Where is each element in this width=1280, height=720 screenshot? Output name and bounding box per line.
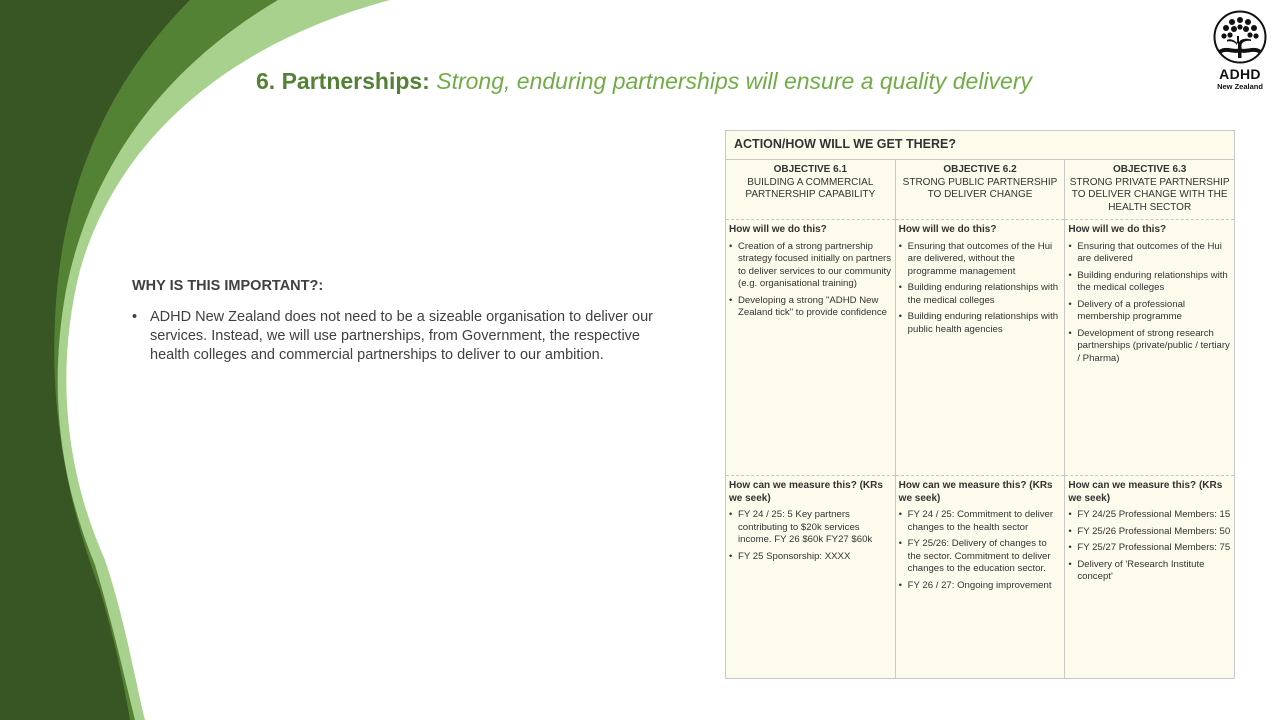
- adhd-nz-logo: [1208, 10, 1272, 96]
- measure-item: • FY 24 / 25: Commitment to deliver changes to the health sector: [899, 509, 1062, 534]
- why-heading: WHY IS THIS IMPORTANT?:: [132, 278, 324, 294]
- measure-list: [1068, 509, 1231, 584]
- measure-heading: How can we measure this? (KRs we seek): [729, 480, 883, 504]
- how-item: • Development of strong research partnerships (private/public / tertiary / Pharma): [1068, 328, 1231, 366]
- objective-description: STRONG PRIVATE PARTNERSHIP TO DELIVER CHANGE WITH THE HEALTH SECTOR: [1069, 176, 1230, 213]
- measure-item: • FY 26 / 27: Ongoing improvement: [899, 580, 1062, 593]
- how-item: • Ensuring that outcomes of the Hui are delivered: [1068, 241, 1231, 266]
- how-list: [729, 241, 892, 320]
- measure-heading: How can we measure this? (KRs we seek): [1068, 480, 1223, 504]
- measure-cell: [1065, 475, 1234, 588]
- how-item: • Developing a strong "ADHD New Zealand tick" to provide confidence: [729, 295, 892, 320]
- logo-text-adhd: ADHD: [1219, 66, 1261, 82]
- how-list: [1068, 241, 1231, 366]
- how-cell: [1065, 220, 1234, 475]
- measure-item: • FY 25/26: Delivery of changes to the sector. Commitment to deliver changes to the education sector.: [899, 538, 1062, 576]
- measure-item: • FY 25/26 Professional Members: 50: [1068, 526, 1231, 539]
- objective-cell: [1065, 160, 1234, 220]
- action-table-header: ACTION/HOW WILL WE GET THERE?: [726, 131, 1234, 160]
- objective-title: OBJECTIVE 6.1: [773, 164, 848, 175]
- how-item: • Building enduring relationships with the medical colleges: [1068, 270, 1231, 295]
- how-item: • Ensuring that outcomes of the Hui are delivered, without the programme management: [899, 241, 1062, 279]
- measure-item: • FY 25/27 Professional Members: 75: [1068, 542, 1231, 555]
- why-bullet: • ADHD New Zealand does not need to be a sizeable organisation to deliver our services. Instead, we will use partnerships, from Government, the respective health colleges and commercial partnerships to deliver to our ambition.: [132, 308, 682, 365]
- how-heading: How will we do this?: [729, 224, 827, 235]
- title-italic: Strong, enduring partnerships will ensure a quality delivery: [436, 68, 1032, 94]
- slide-title: [256, 66, 1116, 96]
- measure-item: • FY 25 Sponsorship: XXXX: [729, 551, 892, 564]
- how-list: [899, 241, 1062, 337]
- measure-item: • FY 24 / 25: 5 Key partners contributing to $20k services income. FY 26 $60k FY27 $60k: [729, 509, 892, 547]
- objective-column-6-1: [726, 160, 896, 678]
- measure-cell: [896, 475, 1065, 596]
- how-item: • Creation of a strong partnership strategy focused initially on partners to deliver services to our community (e.g. organisational training): [729, 241, 892, 291]
- why-bullet-list: [132, 308, 682, 365]
- action-table: [725, 130, 1235, 679]
- how-item: • Building enduring relationships with public health agencies: [899, 311, 1062, 336]
- how-item: • Delivery of a professional membership programme: [1068, 299, 1231, 324]
- measure-item: • FY 24/25 Professional Members: 15: [1068, 509, 1231, 522]
- objective-column-6-3: [1065, 160, 1234, 678]
- objective-column-6-2: [896, 160, 1066, 678]
- measure-list: [729, 509, 892, 563]
- objective-title: OBJECTIVE 6.3: [1113, 164, 1187, 175]
- objective-cell: [896, 160, 1065, 220]
- objective-cell: [726, 160, 895, 220]
- how-heading: How will we do this?: [1068, 224, 1167, 235]
- measure-cell: [726, 475, 895, 567]
- objective-columns: [726, 160, 1234, 678]
- how-item: • Building enduring relationships with the medical colleges: [899, 282, 1062, 307]
- how-cell: [896, 220, 1065, 475]
- objective-description: BUILDING A COMMERCIAL PARTNERSHIP CAPABILITY: [745, 176, 876, 200]
- measure-heading: How can we measure this? (KRs we seek): [898, 480, 1053, 504]
- how-cell: [726, 220, 895, 475]
- measure-item: • Delivery of 'Research Institute concept': [1068, 559, 1231, 584]
- logo-text-new-zealand: New Zealand: [1217, 82, 1263, 91]
- how-heading: How will we do this?: [898, 224, 997, 235]
- objective-title: OBJECTIVE 6.2: [943, 164, 1017, 175]
- tree-emblem-icon: [1213, 10, 1267, 64]
- objective-description: STRONG PUBLIC PARTNERSHIP TO DELIVER CHANGE: [902, 176, 1058, 200]
- measure-list: [899, 509, 1062, 592]
- title-bold: 6. Partnerships:: [256, 68, 430, 94]
